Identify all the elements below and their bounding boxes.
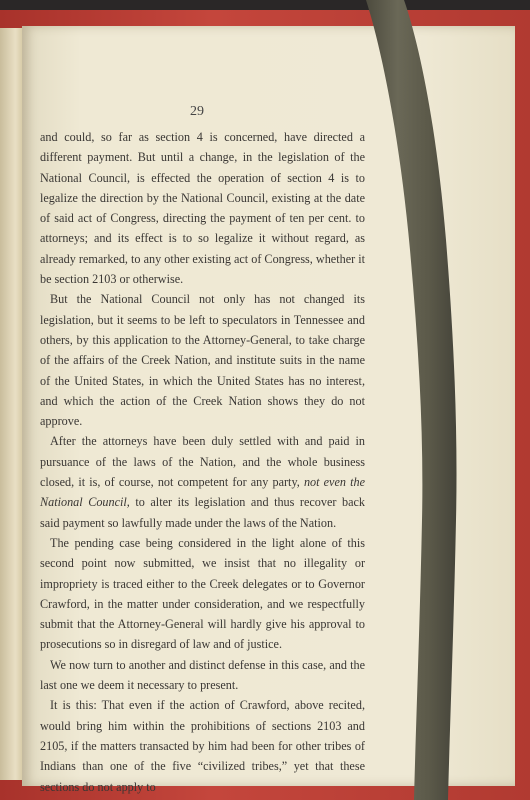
paragraph-6: It is this: That even if the action of Crawford, above recited, would bring him within the prohibitions of sections 2103 and 2105, if the matters transacted by him had been for other tribes of Indians than one of the five “civilized tribes,” yet that these sections do not apply to xyxy=(40,698,365,794)
paragraph-3-after: to alter its legislation and thus recover back said payment so lawfully made under the laws of the Nation. xyxy=(40,495,365,530)
paragraph-4: The pending case being considered in the light alone of this second point now submitted, we insist that no illegality or impropriety is traced either to the Creek delegates or to Governor Crawford, in the matter under consideration, and we respectfully submit that the Attorney-General will hardly give his approval to prosecutions so in disregard of law and of justice. xyxy=(40,535,365,652)
paragraph-5: We now turn to another and distinct defense in this case, and the last one we deem it necessary to present. xyxy=(40,657,365,693)
page-text xyxy=(40,127,365,797)
paragraph-3 xyxy=(40,431,365,532)
paragraph-1: and could, so far as section 4 is concerned, have directed a different payment. But until a change, in the legislation of the National Council, is effected the operation of section 4 is to legalize the direction by the National Council, existing at the date of said act of Congress, directing the payment of ten per cent. to attorneys; and its effect is to so legalize it without regard, as already remarked, to any other existing act of Congress, whether it be section 2103 or otherwise. xyxy=(40,130,365,287)
left-page-edge xyxy=(0,28,22,780)
paragraph-2: But the National Council not only has not changed its legislation, but it seems to be left to speculators in Tennessee and others, by this application to the Attorney-General, to take charge of the affairs of the Creek Nation, and institute suits in the name of the United States, in which the United States has no interest, and which the action of the Creek Nation shows they do not approve. xyxy=(40,292,365,429)
page-number: 29 xyxy=(190,104,204,119)
paragraph-3-before: After the attorneys have been duly settled with and paid in pursuance of the laws of the Nation, and the whole business closed, it is, of course, not competent for any party, xyxy=(40,434,365,490)
paragraph-3-italic: not even the National Council, xyxy=(40,475,365,510)
